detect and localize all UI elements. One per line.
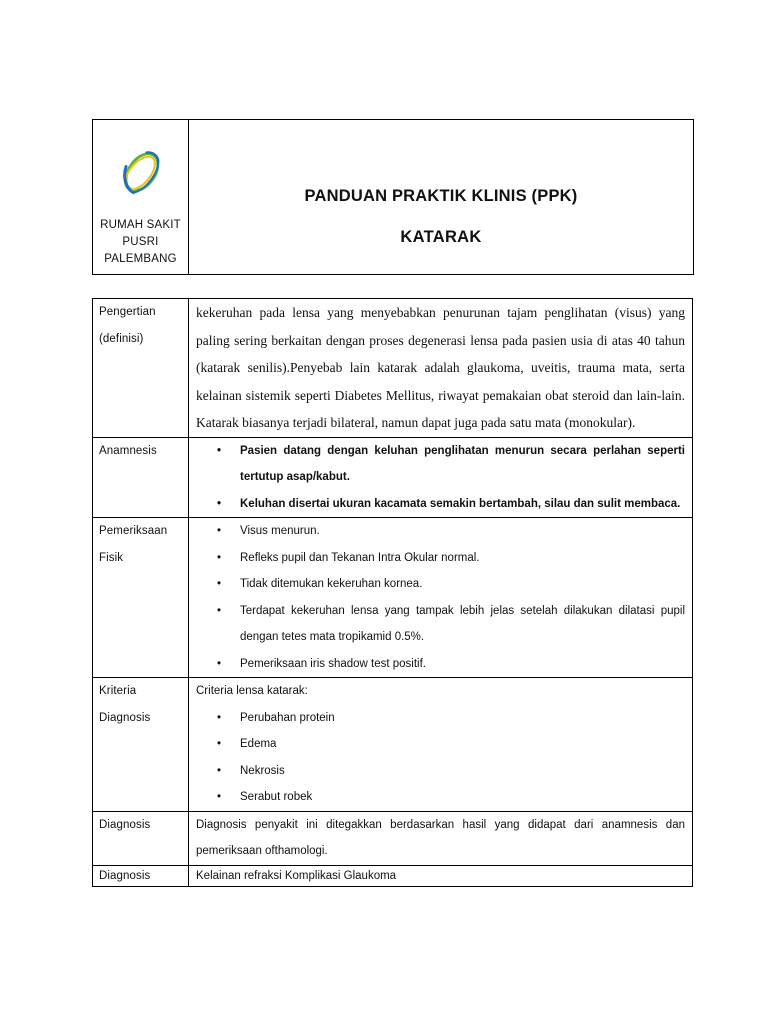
diagnosis-text: Diagnosis penyakit ini ditegakkan berdasarkan hasil yang didapat dari anamnesis dan pemeriksaan ofthamologi.	[196, 818, 685, 857]
label-line: Fisik	[99, 551, 124, 564]
hospital-logo-icon	[113, 146, 169, 202]
kriteria-intro: Criteria lensa katarak:	[196, 685, 308, 697]
list-item-text: Keluhan disertai ukuran kacamata semakin bertambah, silau dan sulit membaca.	[240, 497, 681, 510]
table-row-kriteria-diagnosis	[93, 678, 693, 812]
list-item	[196, 705, 685, 732]
row-content-cell	[189, 299, 693, 438]
label-line: Pemeriksaan	[99, 525, 168, 537]
row-content-cell	[189, 811, 693, 865]
bullet-icon: •	[217, 525, 222, 537]
list-item	[196, 518, 685, 545]
list-item-text: Edema	[240, 738, 277, 750]
row-label-cell	[93, 299, 189, 438]
bullet-icon: •	[217, 764, 222, 777]
bullet-icon: •	[217, 578, 222, 590]
title-cell	[189, 120, 693, 274]
row-content-cell	[189, 678, 693, 812]
hospital-name-line2: PUSRI	[122, 236, 159, 248]
row-label-cell	[93, 678, 189, 812]
table-row-diagnosis	[93, 811, 693, 865]
row-label: Diagnosis	[99, 869, 151, 882]
bullet-icon: •	[217, 711, 222, 724]
pemeriksaan-content	[189, 518, 692, 677]
kriteria-list	[196, 705, 685, 811]
list-item	[196, 545, 685, 572]
bullet-icon: •	[217, 444, 222, 457]
bullet-icon: •	[217, 604, 222, 617]
definition-text: kekeruhan pada lensa yang menyebabkan penurunan tajam penglihatan (visus) yang paling sering berkaitan dengan proses degenerasi lensa pada pasien usia di atas 40 tahun (katarak senilis).Penyebab lain katarak adalah glaukoma, uveitis, trauma mata, serta kelainan sistemik seperti Diabetes Mellitus, riwayat pemakaian obat steroid dan lain-lain. Katarak biasanya terjadi bilateral, namun dapat juga pada satu mata (monokular).	[196, 305, 685, 430]
label-line: Kriteria	[99, 685, 137, 697]
table-row-diagnosis-banding	[93, 865, 693, 886]
row-content-cell	[189, 865, 693, 886]
list-item-text: Terdapat kekeruhan lensa yang tampak lebih jelas setelah dilakukan dilatasi pupil dengan tetes mata tropikamid 0.5%.	[240, 604, 685, 643]
bullet-icon: •	[217, 791, 222, 803]
list-item-text: Pasien datang dengan keluhan penglihatan menurun secara perlahan seperti tertutup asap/kabut.	[240, 444, 685, 483]
list-item	[196, 651, 685, 678]
list-item	[196, 784, 685, 811]
hospital-name	[100, 217, 181, 268]
row-label	[93, 678, 188, 731]
kriteria-content	[189, 678, 692, 811]
hospital-name-line3: PALEMBANG	[104, 253, 177, 265]
label-line: Pengertian	[99, 306, 156, 318]
list-item	[196, 571, 685, 598]
list-item-text: Nekrosis	[240, 764, 285, 777]
label-line: (definisi)	[99, 332, 144, 345]
hospital-cell	[93, 120, 189, 274]
header-table	[92, 119, 694, 275]
row-content-cell	[189, 437, 693, 518]
row-content-cell	[189, 518, 693, 678]
list-item	[196, 598, 685, 651]
list-item-text: Pemeriksaan iris shadow test positif.	[240, 657, 426, 670]
bullet-icon: •	[217, 657, 222, 670]
bullet-icon: •	[217, 551, 222, 564]
content-table	[92, 298, 693, 887]
list-item-text: Serabut robek	[240, 791, 313, 803]
anamnesis-content	[189, 438, 692, 518]
row-label-cell	[93, 811, 189, 865]
pemeriksaan-list	[196, 518, 685, 677]
list-item	[196, 731, 685, 758]
list-item-text: Tidak ditemukan kekeruhan kornea.	[240, 578, 423, 590]
bullet-icon: •	[217, 738, 222, 750]
label-line: Diagnosis	[99, 711, 151, 724]
list-item	[196, 438, 685, 491]
row-label: Diagnosis	[99, 818, 151, 831]
document-subtitle: KATARAK	[400, 228, 482, 246]
table-row-anamnesis	[93, 437, 693, 518]
list-item-text: Perubahan protein	[240, 711, 335, 724]
list-item-text: Visus menurun.	[240, 525, 320, 537]
list-item	[196, 491, 685, 518]
row-label	[93, 518, 188, 571]
row-label-cell	[93, 865, 189, 886]
bullet-icon: •	[217, 497, 222, 510]
hospital-name-line1: RUMAH SAKIT	[100, 219, 181, 231]
list-item	[196, 758, 685, 785]
list-item-text: Refleks pupil dan Tekanan Intra Okular normal.	[240, 551, 480, 564]
row-label-cell	[93, 518, 189, 678]
row-label	[93, 299, 188, 352]
document-title: PANDUAN PRAKTIK KLINIS (PPK)	[304, 187, 578, 205]
row-label: Anamnesis	[99, 444, 157, 457]
table-row-pemeriksaan-fisik	[93, 518, 693, 678]
row-label-cell	[93, 437, 189, 518]
diagnosis-banding-text: Kelainan refraksi Komplikasi Glaukoma	[196, 869, 397, 882]
anamnesis-list	[196, 438, 685, 518]
table-row-pengertian	[93, 299, 693, 438]
